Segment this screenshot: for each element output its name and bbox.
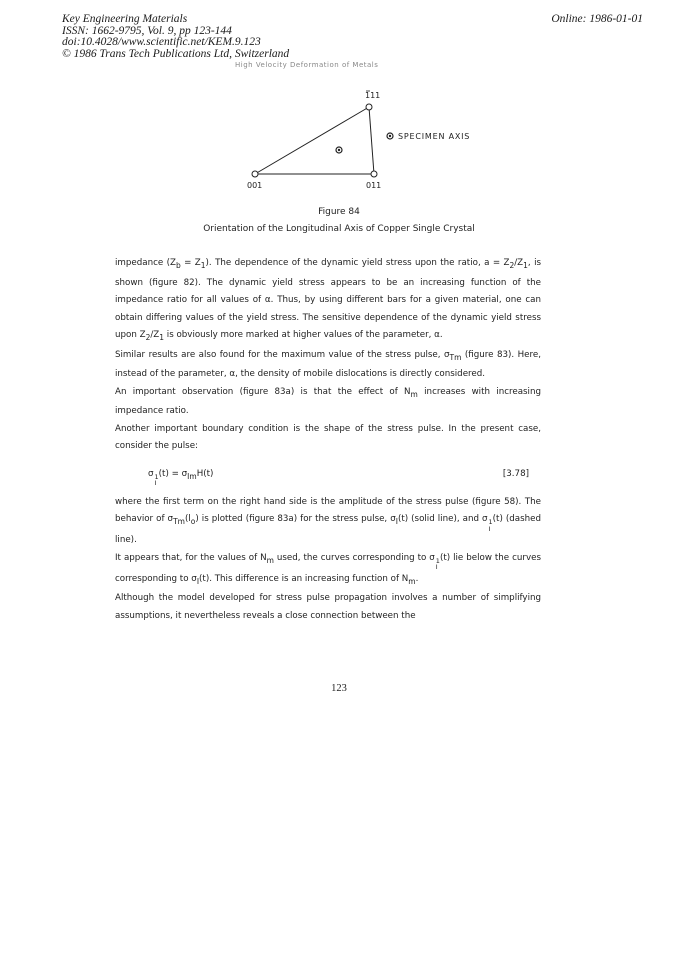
equation-3-78 <box>115 456 541 494</box>
paragraph-observation: An important observation (figure 83a) is that the effect of Nm increases with increasing impedance ratio. <box>115 386 541 416</box>
vertex-label-001: 001 <box>247 181 263 190</box>
equation-number: [3.78] <box>502 468 529 479</box>
running-head: High Velocity Deformation of Metals <box>235 61 379 69</box>
paragraph-boundary-condition: Another important boundary condition is the shape of the stress pulse. In the present case, consider the pulse: <box>115 423 541 451</box>
vertex-label-011: 011 <box>366 181 382 190</box>
legend-label: SPECIMEN AXIS <box>398 132 471 141</box>
triangle-edge-left <box>255 107 369 174</box>
paragraph-stress-pulse: Similar results are also found for the maximum value of the stress pulse, σTm (figure 83). Here, instead of the parameter, α, the density of mobile dislocations is directly considered. <box>115 349 542 379</box>
stereographic-triangle-figure <box>0 0 678 260</box>
online-date: Online: 1986-01-01 <box>551 13 643 25</box>
journal-title: Key Engineering Materials <box>62 13 188 25</box>
body-text <box>115 255 541 625</box>
paragraph-impedance: impedance (Zb = Z1). The dependence of the dynamic yield stress upon the ratio, a = Z2/Z1, is shown (figure 82). The dynamic yield stress appears to be an increasing function of the impedance ratio for all values of α. Thus, by using different bars for a given material, one can obtain differing values of the yield stress. The sensitive dependence of the dynamic yield stress upon Z2/Z1 is obviously more marked at higher values of the parameter, α. <box>115 258 542 342</box>
paragraph-amplitude: where the first term on the right hand side is the amplitude of the stress pulse (figure 58). The behavior of σTm(lo) is plotted (figure 83a) for the stress pulse, σI(t) (solid line), and σ 1 I (t) (dashed line). <box>115 496 541 545</box>
vertex-label-111: 111 <box>365 91 381 100</box>
paragraph-curves: It appears that, for the values of Nm used, the curves corresponding to σ 1 I (t) lie below the curves corresponding to σI(t). This difference is an increasing function of Nm. <box>115 552 541 586</box>
copyright-line: © 1986 Trans Tech Publications Ltd, Switzerland <box>62 47 290 60</box>
doi-line: doi:10.4028/www.scientific.net/KEM.9.123 <box>62 36 261 48</box>
vertex-001-marker <box>252 171 258 177</box>
vertex-111-marker <box>366 104 372 110</box>
figure-caption: Orientation of the Longitudinal Axis of Copper Single Crystal <box>203 224 475 234</box>
triangle-edge-right <box>369 107 374 174</box>
figure-number: Figure 84 <box>318 207 360 217</box>
issn-line: ISSN: 1662-9795, Vol. 9, pp 123-144 <box>62 24 232 37</box>
page-number: 123 <box>331 683 347 694</box>
equation-body: σ 1 I (t) = σImH(t) <box>148 468 214 487</box>
legend-marker-icon <box>387 133 393 139</box>
specimen-axis-marker <box>336 147 342 153</box>
paragraph-model: Although the model developed for stress pulse propagation involves a number of simplifying assumptions, it nevertheless reveals a close connection between the <box>115 593 541 621</box>
vertex-011-marker <box>371 171 377 177</box>
